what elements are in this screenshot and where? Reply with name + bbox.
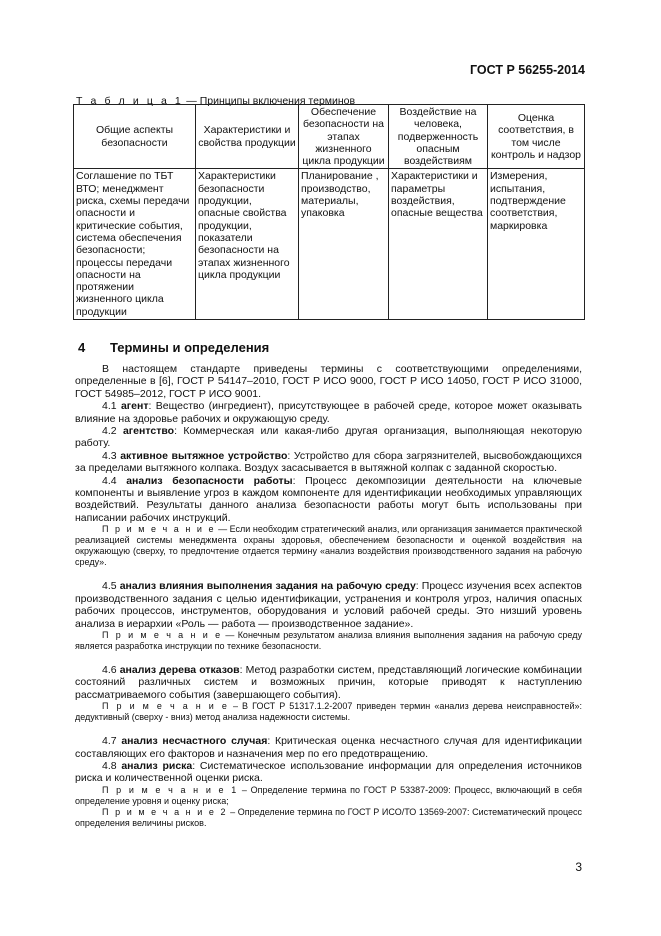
principles-table (73, 104, 585, 320)
term-name: анализ безопасности работы (126, 474, 293, 487)
table-cell: Планирование , производство, материалы, упаковка (299, 169, 389, 320)
term-4-2 (75, 425, 582, 450)
term-number: 4.8 (102, 759, 122, 772)
term-definition: : Вещество (ингредиент), присутствующее в рабочей среде, которое может оказывать влияние на здоровье рабочих и окружающую среду. (75, 400, 582, 425)
note-label: П р и м е ч а н и е 1 (102, 784, 239, 795)
term-definition: : Систематическое использование информации для определения источников риска и количественной оценки риска. (75, 759, 582, 785)
term-4-8 (75, 760, 582, 785)
term-name: анализ несчастного случая (121, 735, 268, 748)
table-cell: Характеристики безопасности продукции, опасные свойства продукции, показатели безопасности на этапах жизненного цикла продукции (196, 169, 299, 320)
table-header-cell: Оценка соответствия, в том числе контроль и надзор (488, 105, 585, 169)
table-caption-prefix: Т а б л и ц а 1 (76, 95, 184, 107)
term-number: 4.7 (102, 735, 122, 748)
intro-paragraph: В настоящем стандарте приведены термины с соответствующими определениями, определенные в [6], ГОСТ Р 54147–2010, ГОСТ Р ИСО 9000, ГОСТ Р ИСО 14050, ГОСТ Р ИСО 31000, ГОСТ 54985–2012, ГОСТ Р ИСО 9001. (75, 363, 582, 400)
note-4-8-1 (75, 785, 582, 807)
note-text: – Определение термина по ГОСТ Р 53387-2009: Процесс, включающий в себя определение уровня и оценку риска; (75, 784, 582, 806)
section-body (75, 363, 582, 829)
term-number: 4.4 (102, 474, 127, 487)
page-number: 3 (575, 860, 582, 874)
term-name: анализ влияния выполнения задания на рабочую среду (119, 580, 416, 593)
term-name: анализ риска (121, 759, 193, 772)
note-text: — Конечным результатом анализа влияния выполнения задания на рабочую среду является разработка инструкции по технике безопасности. (75, 629, 582, 651)
term-name: агент (120, 400, 149, 413)
term-4-4 (75, 475, 582, 525)
term-definition: : Коммерческая или какая-либо другая организация, выполняющая некоторую работу. (75, 425, 582, 450)
term-name: агентство (122, 425, 175, 438)
term-definition: : Процесс изучения всех аспектов производственного задания с целью идентификации, устранения и контроля угроз, наличия опасных рабочих процессов, инструментов, оборудования и условий рабочей среды. Это низший уровень анализа в иерархии «Роль — работа — производственное задание». (75, 580, 582, 630)
term-4-7 (75, 735, 582, 760)
table-header-cell: Характеристики и свойства продукции (196, 105, 299, 169)
table-cell: Соглашение по ТБТ ВТО; менеджмент риска, схемы передачи опасности и критические события, система обеспечения безопасности; процессы передачи опасности на протяжении жизненного цикла продукции (74, 169, 196, 320)
note-label: П р и м е ч а н и е (102, 629, 223, 640)
note-text: – В ГОСТ Р 51317.1.2-2007 приведен термин «анализ дерева неисправностей»: дедуктивный (сверху - вниз) метод анализа надежности системы. (75, 701, 582, 723)
note-4-6 (75, 701, 582, 723)
term-4-5 (75, 580, 582, 630)
term-4-3 (75, 450, 582, 475)
table-row (74, 169, 585, 320)
term-4-6 (75, 664, 582, 701)
table-caption-text: — Принципы включения терминов (183, 95, 356, 107)
section-title: Термины и определения (110, 340, 270, 355)
term-number: 4.6 (102, 663, 120, 676)
term-number: 4.3 (102, 449, 121, 462)
term-name: анализ дерева отказов (119, 663, 240, 676)
note-4-5 (75, 630, 582, 652)
table-cell: Измерения, испытания, подтверждение соответствия, маркировка (488, 169, 585, 320)
standard-header: ГОСТ Р 56255-2014 (469, 63, 585, 77)
table-header-row (74, 105, 585, 169)
term-definition: : Критическая оценка несчастного случая для идентификации составляющих его факторов и назначения мер по его предотвращению. (75, 735, 583, 760)
term-definition: : Процесс декомпозиции деятельности на ключевые компоненты и выявление угроз в каждом компоненте для идентификации необходимых управляющих воздействий. Результаты данного анализа безопасности работы могут быть использованы при написании рабочих инструкций. (75, 474, 582, 524)
section-heading (78, 340, 269, 355)
note-text: — Если необходим стратегический анализ, или организация занимается практической реализацией системы менеджмента охраны здоровья, обеспечением безопасности и оценкой воздействия на окружающую (сверху, то предпочтение отдается термину «анализ воздействия производственного задания на рабочую среду». (75, 524, 582, 568)
term-number: 4.5 (102, 580, 120, 593)
note-label: П р и м е ч а н и е (102, 524, 216, 535)
note-text: – Определение термина по ГОСТ Р ИСО/ТО 13569-2007: Систематический процесс определения величины рисков. (75, 806, 583, 828)
section-number: 4 (78, 340, 86, 355)
note-4-8-2 (75, 807, 582, 829)
term-4-1 (75, 400, 582, 425)
term-number: 4.2 (102, 425, 123, 438)
note-label: П р и м е ч а н и е (102, 701, 229, 712)
term-number: 4.1 (102, 400, 121, 413)
note-4-4 (75, 524, 582, 568)
term-definition: : Метод разработки систем, представляющий логические комбинации состояний различных систем и возможных причин, которые приводят к наступлению рассматриваемого события (завершающего события). (75, 663, 582, 701)
table-header-cell: Общие аспекты безопасности (74, 105, 196, 169)
term-definition: : Устройство для сбора загрязнителей, высвобождающихся за пределами вытяжного колпака. Воздух засасывается в вытяжной колпак с заданной скоростью. (75, 449, 582, 475)
note-label: П р и м е ч а н и е 2 (102, 806, 228, 817)
table-cell: Характеристики и параметры воздействия, опасные вещества (389, 169, 488, 320)
term-name: активное вытяжное устройство (120, 449, 288, 462)
table-header-cell: Обеспечение безопасности на этапах жизненного цикла продукции (299, 105, 389, 169)
table-header-cell: Воздействие на человека, подверженность опасным воздействиям (389, 105, 488, 169)
